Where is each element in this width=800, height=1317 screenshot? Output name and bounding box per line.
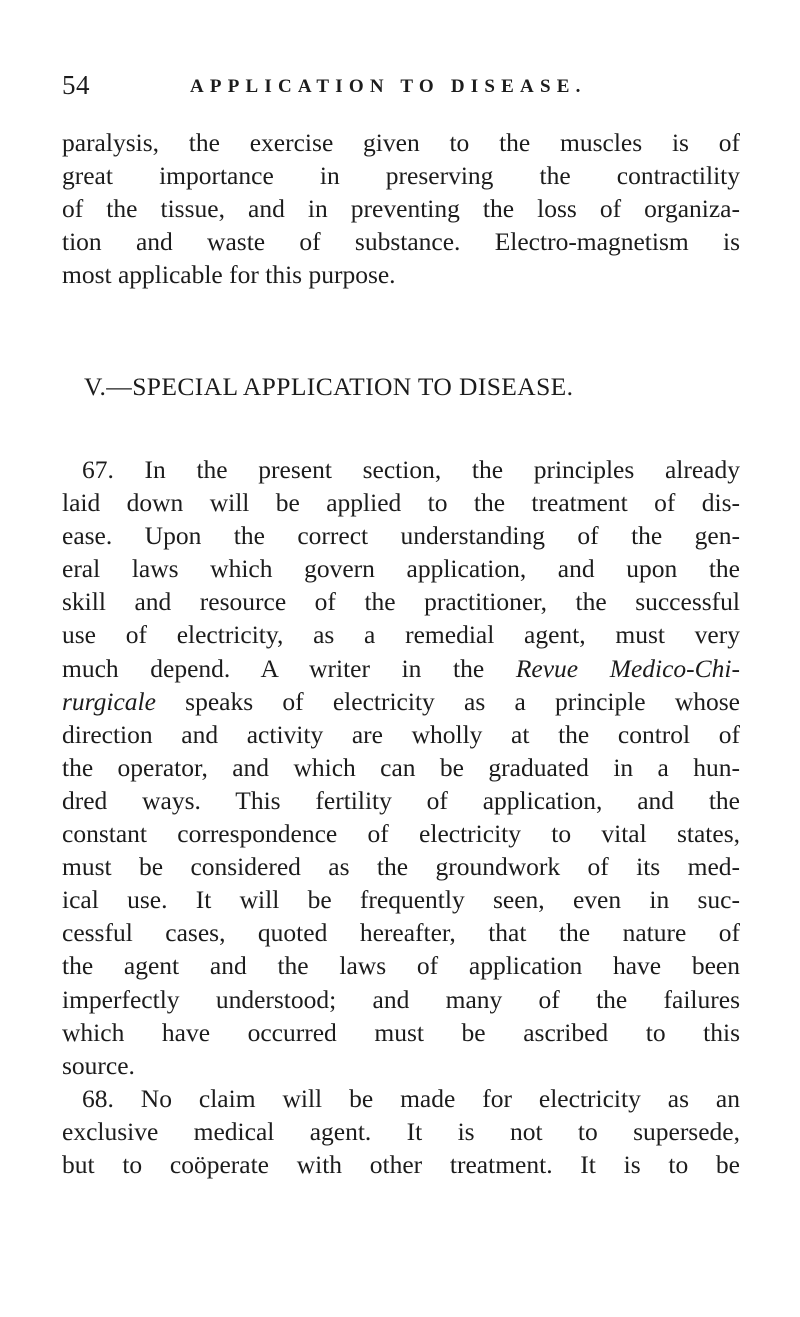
text-line: imperfectly understood; and many of the failures bbox=[62, 984, 740, 1014]
paragraph-continuation bbox=[62, 126, 740, 291]
text-line: direction and activity are wholly at the control of bbox=[62, 719, 740, 749]
text-fragment: speaks of electricity as a principle whose bbox=[155, 686, 740, 716]
text-line: of the tissue, and in preventing the loss of organiza- bbox=[62, 194, 740, 224]
body-text bbox=[62, 453, 740, 1181]
text-line: cessful cases, quoted hereafter, that the nature of bbox=[62, 918, 740, 948]
text-fragment: much depend. A writer in the bbox=[62, 653, 516, 683]
text-line: dred ways. This fertility of application, and the bbox=[62, 785, 740, 815]
paragraph-67-first-line: 67. In the present section, the principles already bbox=[82, 455, 740, 484]
text-line: use of electricity, as a remedial agent, must very bbox=[62, 620, 740, 650]
paragraph-68-first-line: 68. No claim will be made for electricity as an bbox=[82, 1083, 740, 1113]
text-line: laid down will be applied to the treatment of dis- bbox=[62, 488, 740, 518]
text-line: constant correspondence of electricity to vital states, bbox=[62, 819, 740, 849]
text-line: great importance in preserving the contractility bbox=[62, 161, 740, 191]
page-number: 54 bbox=[62, 70, 90, 100]
text-line: ease. Upon the correct understanding of the gen- bbox=[62, 521, 740, 551]
text-line: which have occurred must be ascribed to this bbox=[62, 1017, 740, 1047]
text-line: must be considered as the groundwork of its med- bbox=[62, 852, 740, 882]
text-line: exclusive medical agent. It is not to supersede, bbox=[62, 1116, 740, 1146]
text-line: source. bbox=[62, 1050, 135, 1080]
text-line: the agent and the laws of application have been bbox=[62, 951, 740, 981]
text-line: but to coöperate with other treatment. It is to be bbox=[62, 1149, 740, 1179]
text-line-with-italic bbox=[62, 685, 740, 718]
running-head bbox=[62, 70, 742, 104]
text-line: skill and resource of the practitioner, the successful bbox=[62, 587, 740, 617]
text-line: tion and waste of substance. Electro-magnetism is bbox=[62, 227, 740, 257]
text-line: most applicable for this purpose. bbox=[62, 260, 396, 290]
journal-title-part-2: rurgicale bbox=[62, 686, 156, 716]
journal-title-part-1: Revue Medico-Chi- bbox=[515, 653, 740, 683]
text-line: ical use. It will be frequently seen, even in suc- bbox=[62, 885, 740, 915]
text-line: the operator, and which can be graduated in a hun- bbox=[62, 752, 740, 782]
text-line: paralysis, the exercise given to the muscles is of bbox=[62, 128, 740, 157]
text-line: eral laws which govern application, and upon the bbox=[62, 554, 740, 584]
section-heading: V.—SPECIAL APPLICATION TO DISEASE. bbox=[84, 372, 574, 401]
text-line-with-italic bbox=[62, 652, 740, 685]
running-title: APPLICATION TO DISEASE. bbox=[190, 76, 587, 97]
